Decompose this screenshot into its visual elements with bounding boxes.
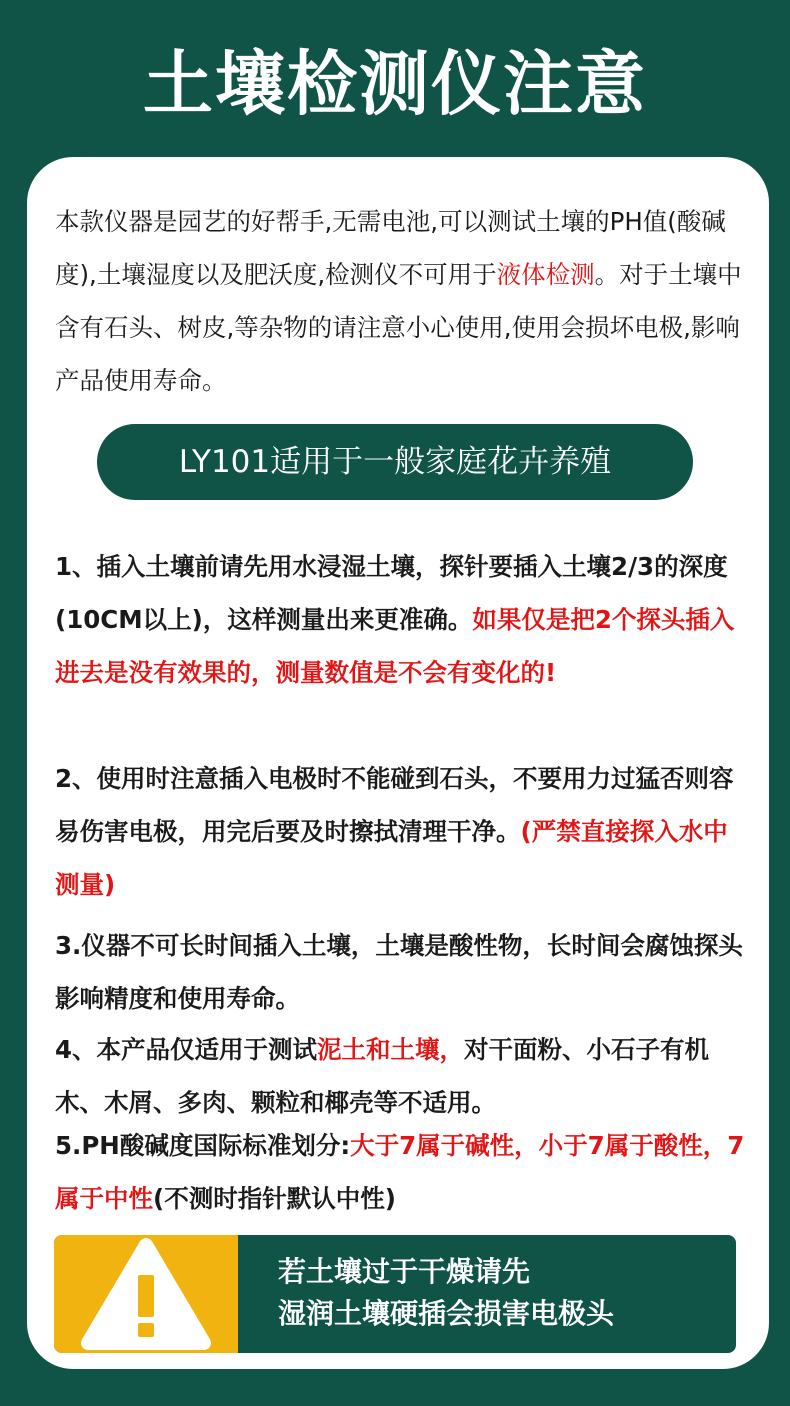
note-5-highlight: 大于7属于碱性，小于7属于酸性，7属于中性	[55, 1131, 745, 1213]
note-4	[55, 1023, 751, 1129]
warning-line-2: 湿润土壤硬插会损害电极头	[278, 1297, 615, 1330]
note-2-warning: (严禁直接探入水中测量)	[55, 817, 728, 899]
note-5-text-b: (不测时指针默认中性)	[153, 1184, 396, 1213]
intro-paragraph	[55, 195, 751, 407]
note-3	[55, 919, 751, 1025]
intro-highlight: 液体检测	[496, 260, 595, 289]
warning-line-1: 若土壤过于干燥请先	[278, 1255, 531, 1288]
note-4-highlight: 泥土和土壤，	[317, 1035, 465, 1064]
note-2	[55, 752, 751, 911]
note-4-text-b: 对干面粉、小石子有机木、木屑、多肉、颗粒和椰壳等不适用。	[55, 1035, 710, 1117]
note-1	[55, 540, 751, 699]
warning-banner	[54, 1235, 736, 1353]
model-banner: LY101适用于一般家庭花卉养殖	[97, 424, 693, 500]
note-2-text: 2、使用时注意插入电极时不能碰到石头，不要用力过猛否则容易伤害电极，用完后要及时擦拭清理干净。	[55, 764, 734, 846]
intro-text-1: 本款仪器是园艺的好帮手,无需电池,可以测试土壤的PH值(酸碱度),土壤湿度以及肥沃度,检测仪不可用于	[55, 207, 726, 289]
note-4-text-a: 4、本产品仅适用于测试	[55, 1035, 318, 1064]
note-3-text: 3.仪器不可长时间插入土壤，土壤是酸性物，长时间会腐蚀探头影响精度和使用寿命。	[55, 931, 743, 1013]
page-title: 土壤检测仪注意	[143, 43, 647, 125]
note-5-text-a: 5.PH酸碱度国际标准划分:	[55, 1131, 351, 1160]
intro-text-2: 。对于土壤中含有石头、树皮,等杂物的请注意小心使用,使用会损坏电极,影响产品使用寿命。	[55, 260, 742, 395]
warning-icon-box	[54, 1235, 238, 1353]
warning-triangle-icon	[54, 1235, 238, 1353]
note-5	[55, 1119, 751, 1225]
note-1-warning: 如果仅是把2个探头插入进去是没有效果的，测量数值是不会有变化的!	[55, 605, 735, 687]
warning-text	[278, 1251, 718, 1335]
content-card	[27, 157, 769, 1369]
note-1-text: 1、插入土壤前请先用水浸湿土壤，探针要插入土壤2/3的深度(10CM以上)，这样测量出来更准确。	[55, 552, 728, 634]
